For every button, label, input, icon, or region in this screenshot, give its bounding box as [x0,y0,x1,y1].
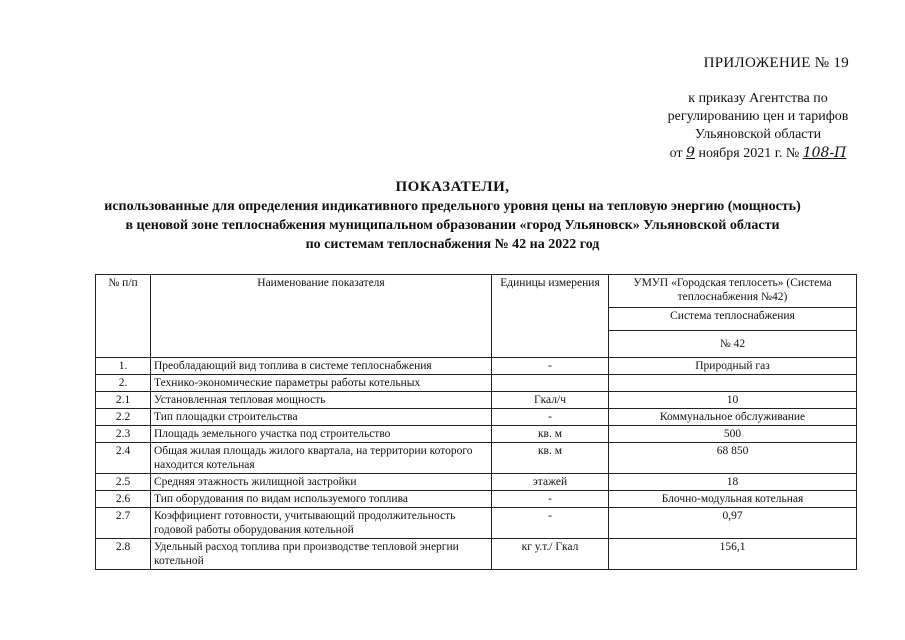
table-header-row [96,275,857,308]
row-value: Коммунальное обслуживание [609,409,857,426]
document-title [0,178,905,254]
header-system: Система теплоснабжения [609,308,857,331]
row-value: 10 [609,392,857,409]
header-name: Наименование показателя [151,275,492,358]
date-day: 9 [686,145,695,161]
row-value: 156,1 [609,539,857,570]
order-line-1: к приказу Агентства по [688,91,828,106]
header-num: № п/п [96,275,151,358]
row-unit: Гкал/ч [492,392,609,409]
row-unit: кв. м [492,443,609,474]
row-num: 2.3 [96,426,151,443]
date-prefix: от [669,146,683,161]
table-row [96,491,857,508]
row-num: 2.5 [96,474,151,491]
row-unit: - [492,508,609,539]
row-value: 18 [609,474,857,491]
header-org: УМУП «Городская теплосеть» (Система теплоснабжения №42) [609,275,857,308]
row-name: Технико-экономические параметры работы котельных [151,375,492,392]
row-unit: - [492,358,609,375]
row-value [609,375,857,392]
header-system-num: № 42 [609,331,857,358]
row-name: Удельный расход топлива при производстве тепловой энергии котельной [151,539,492,570]
order-line-3: Ульяновской области [694,127,822,142]
title-line-2: использованные для определения индикативного предельного уровня цены на тепловую энергию (мощность) [104,199,801,214]
row-value: 68 850 [609,443,857,474]
row-name: Преобладающий вид топлива в системе теплоснабжения [151,358,492,375]
table-row [96,426,857,443]
row-unit: - [492,491,609,508]
row-name: Коэффициент готовности, учитывающий продолжительность годовой работы оборудования котельной [151,508,492,539]
row-num: 2.6 [96,491,151,508]
row-value: Блочно-модульная котельная [609,491,857,508]
row-unit [492,375,609,392]
row-num: 2.4 [96,443,151,474]
row-num: 2.2 [96,409,151,426]
row-num: 2.1 [96,392,151,409]
row-unit: кв. м [492,426,609,443]
table-row [96,375,857,392]
header-unit: Единицы измерения [492,275,609,358]
order-date-line [658,144,858,163]
date-rest: ноября 2021 г. № [698,146,800,161]
row-value: 500 [609,426,857,443]
table-row [96,539,857,570]
table-row [96,474,857,491]
row-value: 0,97 [609,508,857,539]
indicators-table [95,274,857,570]
table-row [96,443,857,474]
row-name: Установленная тепловая мощность [151,392,492,409]
order-line-2: регулированию цен и тарифов [667,109,849,124]
row-name: Тип площадки строительства [151,409,492,426]
row-num: 2. [96,375,151,392]
row-name: Площадь земельного участка под строительство [151,426,492,443]
row-unit: этажей [492,474,609,491]
row-name: Средняя этажность жилищной застройки [151,474,492,491]
row-value: Природный газ [609,358,857,375]
row-num: 1. [96,358,151,375]
row-unit: - [492,409,609,426]
row-unit: кг у.т./ Гкал [492,539,609,570]
table-row [96,358,857,375]
title-line-4: по системам теплоснабжения № 42 на 2022 год [305,237,600,252]
order-reference [658,90,858,163]
row-name: Тип оборудования по видам используемого топлива [151,491,492,508]
title-line-1: ПОКАЗАТЕЛИ, [395,179,510,195]
appendix-title: ПРИЛОЖЕНИЕ № 19 [703,55,849,71]
table-row [96,409,857,426]
order-number: 108-П [802,145,847,161]
table-row [96,508,857,539]
table-row [96,392,857,409]
row-num: 2.8 [96,539,151,570]
row-num: 2.7 [96,508,151,539]
title-line-3: в ценовой зоне теплоснабжения муниципальном образовании «город Ульяновск» Ульяновской области [125,218,780,233]
row-name: Общая жилая площадь жилого квартала, на территории которого находится котельная [151,443,492,474]
